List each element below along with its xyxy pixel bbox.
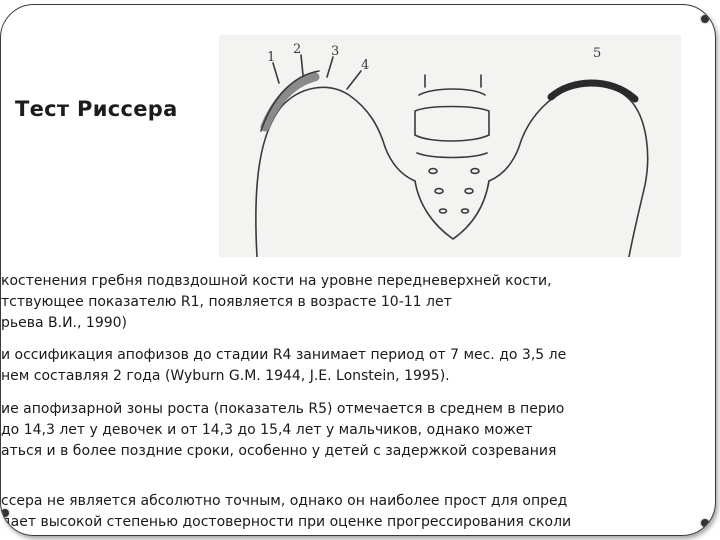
corner-dot — [701, 15, 709, 23]
foramen — [462, 209, 469, 213]
text-line: костенения гребня подвздошной кости на уровне передневерхней кости, — [1, 273, 552, 289]
pelvis-diagram — [219, 35, 681, 257]
paragraph-1 — [1, 271, 713, 334]
text-line: тствующее показателю R1, появляется в возрасте 10-11 лет — [1, 294, 452, 310]
diagram-label-4: 4 — [361, 58, 370, 73]
foramen — [471, 169, 479, 174]
diagram-label-2: 2 — [293, 42, 302, 57]
diagram-label-5: 5 — [593, 46, 602, 61]
vertebra-upper-edges — [425, 75, 481, 87]
diagram-label-3: 3 — [331, 44, 340, 59]
slide-frame — [0, 4, 716, 536]
disc-line — [417, 153, 487, 158]
paragraph-2 — [1, 345, 713, 387]
foramen — [440, 209, 447, 213]
text-line: ссера не является абсолютно точным, однако он наиболее прост для опред — [1, 493, 568, 509]
diagram-label-1: 1 — [267, 50, 276, 65]
left-ilium-inner — [385, 147, 415, 181]
text-line: аться и в более поздние сроки, особенно у детей с задержкой созревания — [1, 443, 557, 459]
text-line: и оссификация апофизов до стадии R4 занимает период от 7 мес. до 3,5 ле — [1, 347, 567, 363]
foramen — [465, 189, 473, 194]
slide-title: Тест Риссера — [15, 97, 178, 121]
foramen — [429, 169, 437, 174]
text-line: ие апофизарной зоны роста (показатель R5) отмечается в среднем в перио — [1, 401, 565, 417]
vertebra-top — [419, 89, 485, 95]
right-ilium-outline — [489, 85, 648, 257]
sacrum-outline — [415, 181, 489, 239]
paragraph-3 — [1, 399, 713, 462]
right-apophysis — [551, 83, 635, 99]
text-line: рьева В.И., 1990) — [1, 315, 127, 331]
text-line: до 14,3 лет у девочек и от 14,3 до 15,4 лет у мальчиков, однако может — [1, 422, 533, 438]
text-line: нем составляя 2 года (Wyburn G.M. 1944, J.E. Lonstein, 1995). — [1, 368, 450, 384]
pelvis-drawing — [219, 35, 681, 257]
paragraph-4 — [1, 491, 713, 533]
text-line: дает высокой степенью достоверности при оценке прогрессирования сколи — [1, 514, 572, 530]
foramen — [435, 189, 443, 194]
vertebra-bottom — [415, 135, 489, 141]
lumbar-vertebra — [415, 107, 489, 136]
